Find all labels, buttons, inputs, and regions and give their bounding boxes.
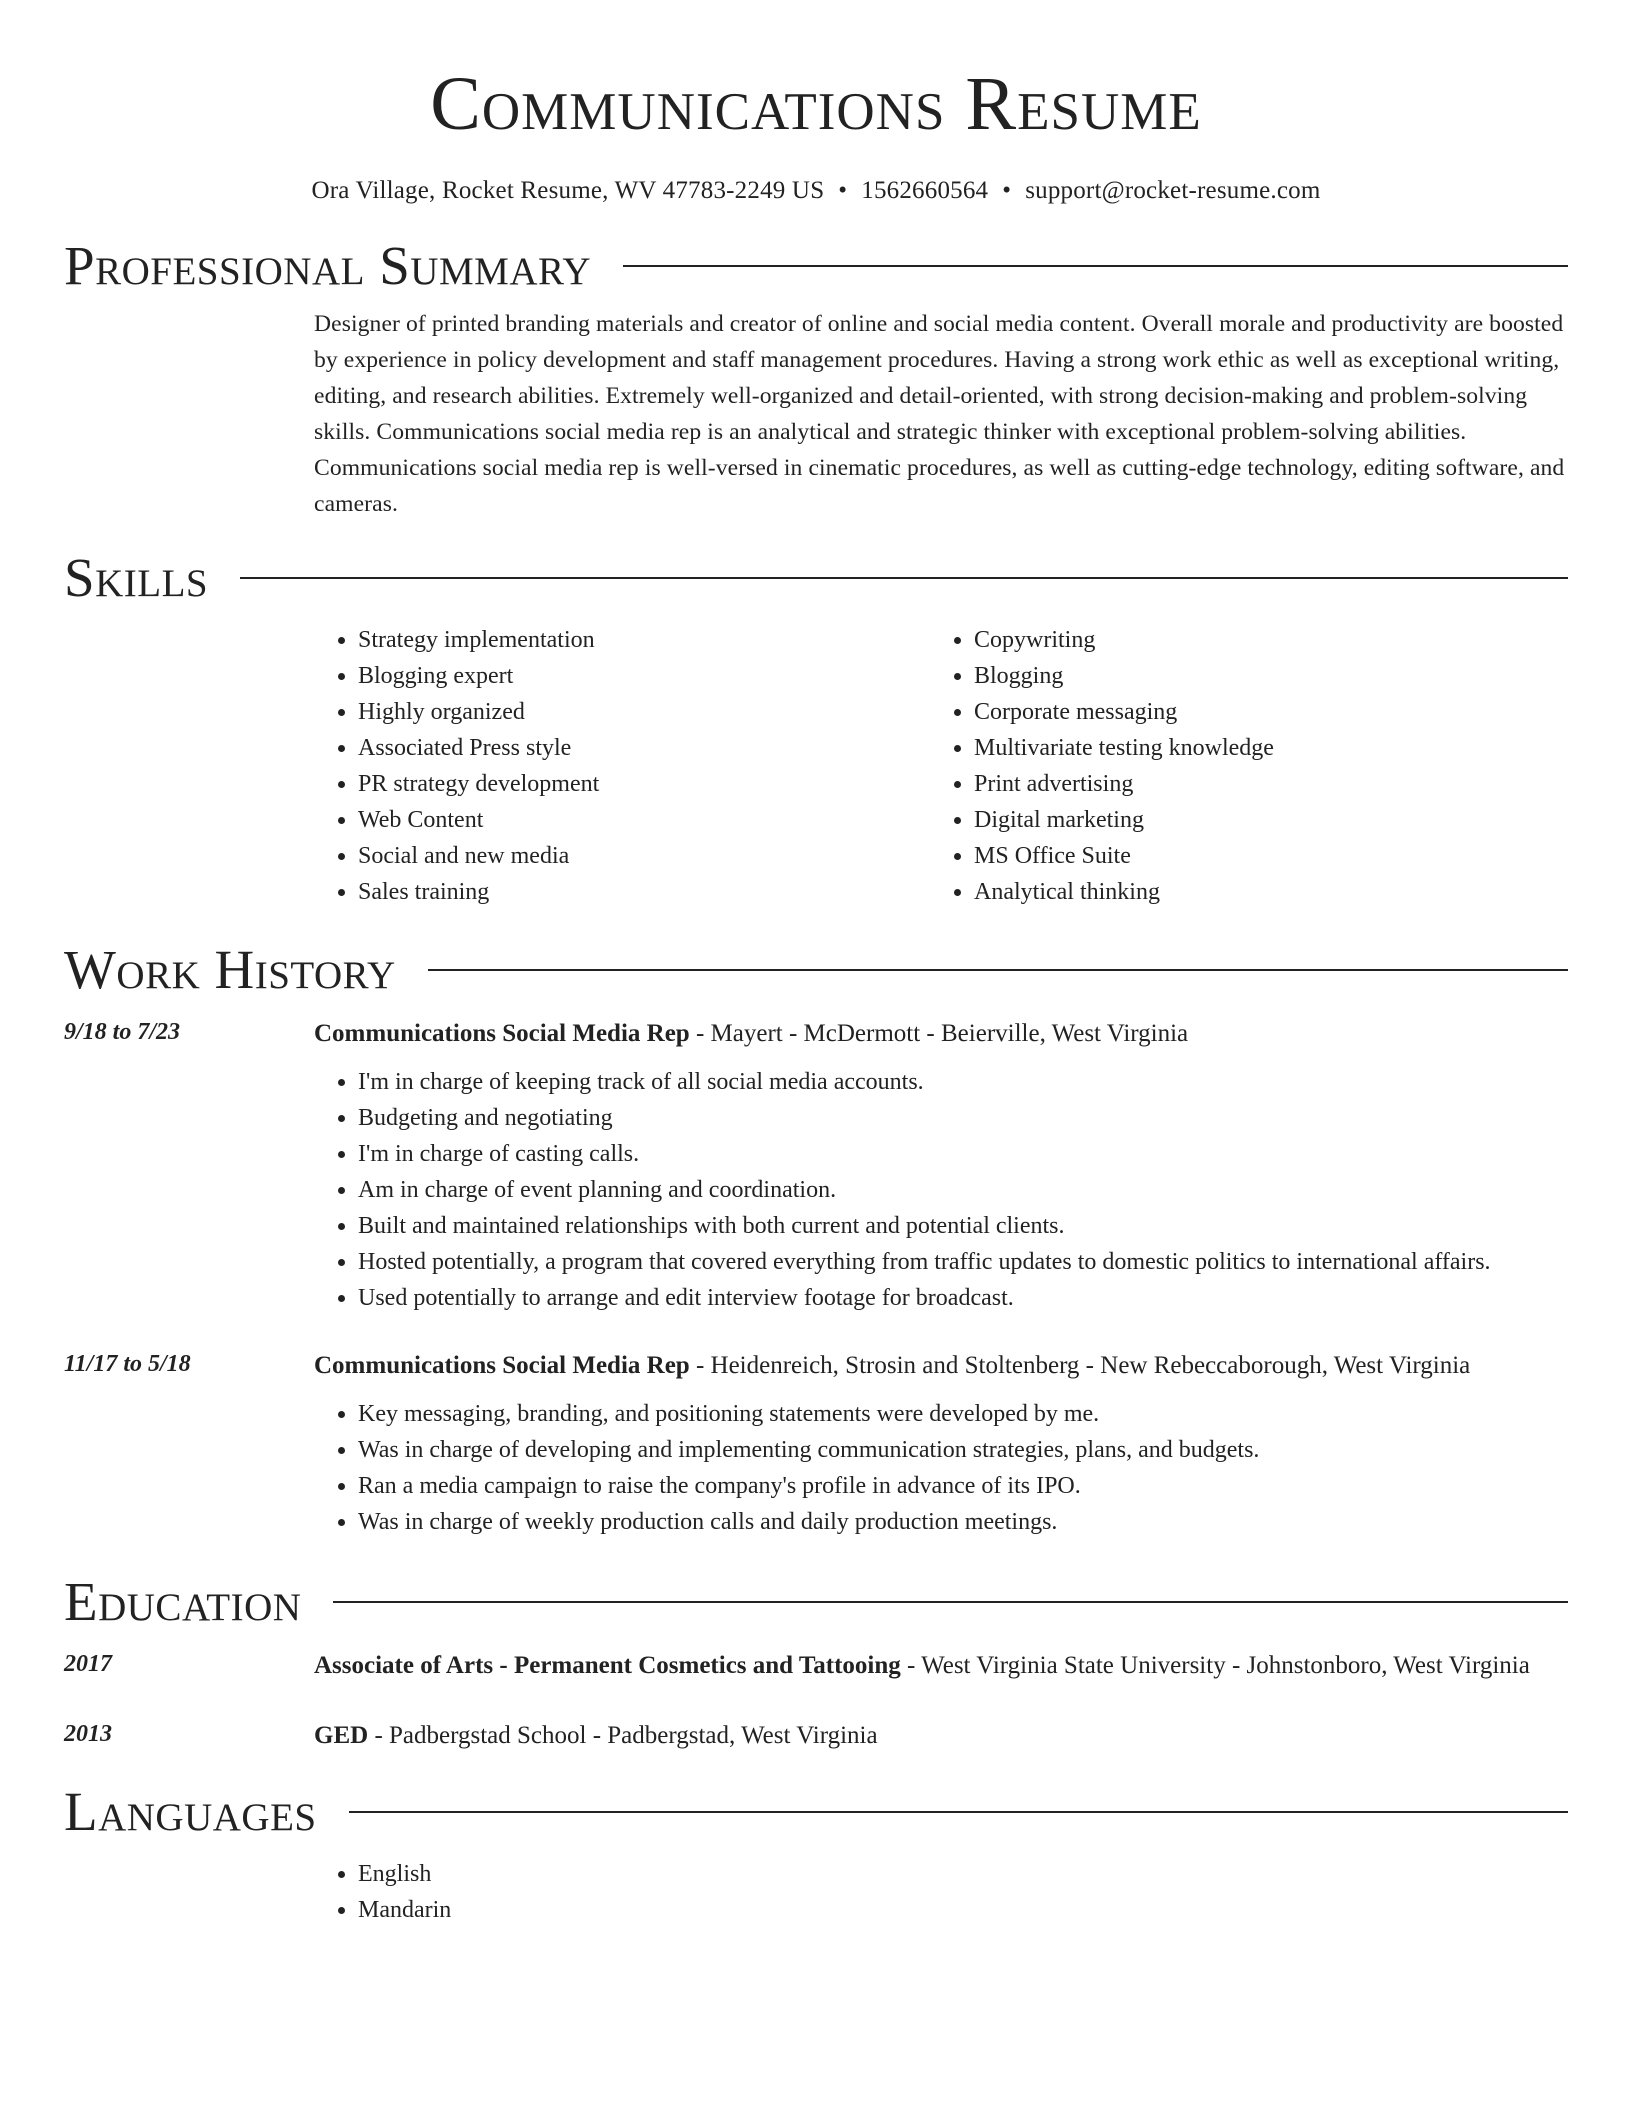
skill-item: • Copywriting	[974, 622, 1546, 658]
skill-item: • Social and new media	[358, 838, 930, 874]
work-bullet: • I'm in charge of keeping track of all social media accounts.	[358, 1064, 1568, 1100]
section-divider	[623, 265, 1568, 267]
skill-item: • Highly organized	[358, 694, 930, 730]
education-year: 2013	[64, 1721, 112, 1747]
education-section-header	[64, 1572, 1568, 1632]
section-divider	[428, 969, 1568, 971]
degree: Associate of Arts - Permanent Cosmetics and Tattooing	[314, 1652, 901, 1679]
work-bullet: • Hosted potentially, a program that covered everything from traffic updates to domestic politics to international affairs.	[358, 1244, 1568, 1280]
work-dates: 9/18 to 7/23	[64, 1019, 181, 1045]
education-heading-line	[314, 1646, 1568, 1686]
skills-column-left	[314, 622, 930, 910]
skill-item: • PR strategy development	[358, 766, 930, 802]
work-entry	[64, 1014, 1568, 1316]
section-divider	[240, 577, 1568, 579]
skill-item: • Web Content	[358, 802, 930, 838]
contact-separator: •	[838, 177, 848, 204]
work-section-header	[64, 940, 1568, 1000]
skill-item: • Associated Press style	[358, 730, 930, 766]
job-title: Communications Social Media Rep	[314, 1020, 690, 1047]
job-title: Communications Social Media Rep	[314, 1352, 690, 1379]
education-entry	[64, 1646, 1568, 1686]
work-bullets	[314, 1396, 1568, 1540]
skill-item: • MS Office Suite	[974, 838, 1546, 874]
education-heading-line	[314, 1716, 1568, 1756]
skill-item: • Blogging expert	[358, 658, 930, 694]
degree: GED	[314, 1722, 369, 1749]
work-bullet: • I'm in charge of casting calls.	[358, 1136, 1568, 1172]
skill-item: • Strategy implementation	[358, 622, 930, 658]
work-entry	[64, 1346, 1568, 1540]
work-dates: 11/17 to 5/18	[64, 1351, 191, 1377]
skills-column-right	[930, 622, 1546, 910]
skill-item: • Digital marketing	[974, 802, 1546, 838]
skill-item: • Sales training	[358, 874, 930, 910]
work-bullet: • Used potentially to arrange and edit interview footage for broadcast.	[358, 1280, 1568, 1316]
skills-section-header	[64, 548, 1568, 608]
skills-heading: Skills	[64, 547, 209, 608]
work-heading-line	[314, 1346, 1568, 1386]
contact-separator: •	[1002, 177, 1012, 204]
work-bullets	[314, 1064, 1568, 1316]
work-bullet: • Budgeting and negotiating	[358, 1100, 1568, 1136]
skill-item: • Blogging	[974, 658, 1546, 694]
resume-page	[64, 0, 1568, 1928]
section-divider	[349, 1811, 1568, 1813]
job-details: - Heidenreich, Strosin and Stoltenberg - New Rebeccaborough, West Virginia	[689, 1352, 1471, 1379]
summary-heading: Professional Summary	[64, 235, 592, 296]
work-bullet: • Was in charge of weekly production calls and daily production meetings.	[358, 1504, 1568, 1540]
contact-address: Ora Village, Rocket Resume, WV 47783-2249 US	[311, 177, 825, 204]
language-item: • English	[358, 1856, 1568, 1892]
work-bullet: • Ran a media campaign to raise the company's profile in advance of its IPO.	[358, 1468, 1568, 1504]
work-bullet: • Key messaging, branding, and positioning statements were developed by me.	[358, 1396, 1568, 1432]
skills-list	[314, 622, 1568, 910]
education-heading: Education	[64, 1571, 302, 1632]
work-heading: Work History	[64, 939, 396, 1000]
skill-item: • Analytical thinking	[974, 874, 1546, 910]
contact-line	[64, 176, 1568, 206]
resume-title: Communications Resume	[430, 62, 1202, 146]
work-bullet: • Was in charge of developing and implementing communication strategies, plans, and budgets.	[358, 1432, 1568, 1468]
contact-email: support@rocket-resume.com	[1025, 177, 1321, 204]
school-details: - Padbergstad School - Padbergstad, West Virginia	[368, 1722, 878, 1749]
education-year: 2017	[64, 1651, 112, 1677]
section-divider	[333, 1601, 1568, 1603]
work-heading-line	[314, 1014, 1568, 1054]
work-bullet: • Am in charge of event planning and coordination.	[358, 1172, 1568, 1208]
languages-section-header	[64, 1782, 1568, 1842]
skill-item: • Print advertising	[974, 766, 1546, 802]
education-entry	[64, 1716, 1568, 1756]
summary-section-header	[64, 236, 1568, 296]
contact-phone: 1562660564	[861, 177, 989, 204]
languages-list	[314, 1856, 1568, 1928]
work-bullet: • Built and maintained relationships with both current and potential clients.	[358, 1208, 1568, 1244]
language-item: • Mandarin	[358, 1892, 1568, 1928]
languages-heading: Languages	[64, 1781, 317, 1842]
job-details: - Mayert - McDermott - Beierville, West Virginia	[689, 1020, 1189, 1047]
skill-item: • Corporate messaging	[974, 694, 1546, 730]
skill-item: • Multivariate testing knowledge	[974, 730, 1546, 766]
school-details: - West Virginia State University - Johnstonboro, West Virginia	[900, 1652, 1530, 1679]
summary-text: Designer of printed branding materials and creator of online and social media content. Overall morale and productivity are boosted by experience in policy development and staff management procedures. Having a strong work ethic as well as exceptional writing, editing, and research abilities. Extremely well-organized and detail-oriented, with strong decision-making and problem-solving skills. Communications social media rep is an analytical and strategic thinker with exceptional problem-solving abilities. Communications social media rep is well-versed in cinematic procedures, as well as cutting-edge technology, editing software, and cameras.	[314, 311, 1565, 517]
